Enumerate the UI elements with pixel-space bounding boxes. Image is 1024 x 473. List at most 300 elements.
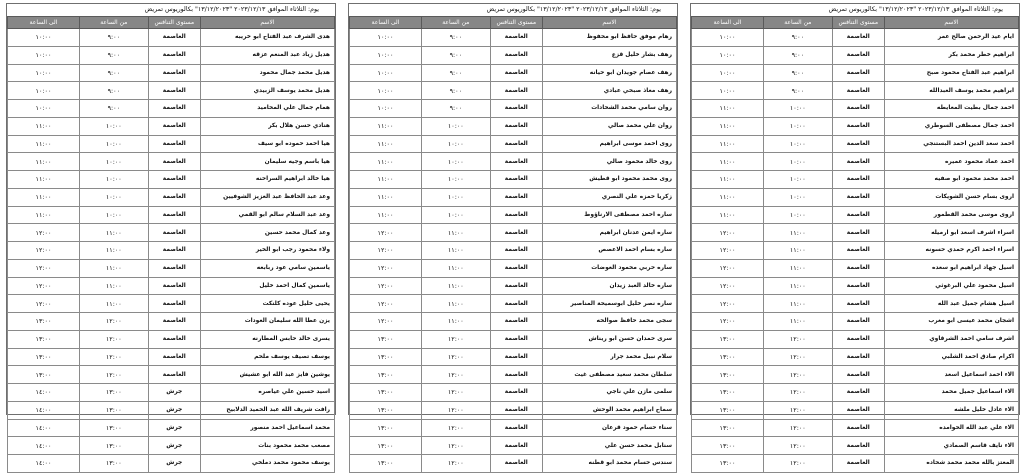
cell-name: سندس حسام محمد ابو قطنه: [542, 455, 676, 473]
cell-name: يوسف محمود محمد دملخي: [200, 455, 334, 473]
cell-name: اسيد حسين علي عياصره: [200, 384, 334, 402]
cell-name: رهف بشار خليل قزع: [542, 46, 676, 64]
cell-to-time: ١٠:٠٠: [8, 29, 80, 47]
cell-to-time: ١٠:٠٠: [350, 46, 422, 64]
cell-level: العاصمة: [490, 242, 542, 260]
cell-to-time: ١٠:٠٠: [350, 82, 422, 100]
cell-to-time: ١٣:٠٠: [8, 313, 80, 331]
table-row: [692, 29, 1019, 47]
table-row: [350, 366, 677, 384]
cell-name: هيا احمد حموده ابو سيف: [200, 135, 334, 153]
cell-name: ساره احمد مصطفى الارناؤوط: [542, 206, 676, 224]
cell-to-time: ١٣:٠٠: [692, 401, 764, 419]
cell-level: العاصمة: [148, 330, 200, 348]
cell-to-time: ١١:٠٠: [8, 153, 80, 171]
column-header-name: الاسم: [200, 17, 334, 29]
cell-level: العاصمة: [148, 277, 200, 295]
cell-level: العاصمة: [832, 242, 884, 260]
table-row: [350, 259, 677, 277]
cell-from-time: ١٠:٠٠: [421, 188, 490, 206]
cell-name: ساره ايمن عدنان ابراهيم: [542, 224, 676, 242]
cell-to-time: ١١:٠٠: [350, 135, 422, 153]
cell-level: العاصمة: [832, 277, 884, 295]
cell-name: الاء اسماعيل جميل محمد: [884, 384, 1018, 402]
cell-level: جرش: [148, 437, 200, 455]
table-row: [8, 348, 335, 366]
cell-from-time: ١٠:٠٠: [79, 206, 148, 224]
cell-to-time: ١١:٠٠: [350, 206, 422, 224]
cell-from-time: ١٢:٠٠: [763, 437, 832, 455]
cell-to-time: ١٢:٠٠: [8, 295, 80, 313]
table-row: [8, 100, 335, 118]
column-header-from: من الساعة: [421, 17, 490, 29]
cell-level: العاصمة: [832, 171, 884, 189]
cell-from-time: ٩:٠٠: [763, 64, 832, 82]
cell-from-time: ١٣:٠٠: [79, 455, 148, 473]
cell-name: هيا باسم وجيه سليمان: [200, 153, 334, 171]
cell-name: ابراهيم عبد الفتاح محمود صبح: [884, 64, 1018, 82]
cell-name: ساره خالد العبد زيدان: [542, 277, 676, 295]
table-row: [8, 171, 335, 189]
cell-name: روى خالد محمود صالي: [542, 153, 676, 171]
cell-from-time: ١٢:٠٠: [421, 366, 490, 384]
table-row: [350, 330, 677, 348]
cell-to-time: ١٣:٠٠: [350, 419, 422, 437]
cell-level: العاصمة: [832, 366, 884, 384]
cell-name: اروى موسى محمد القطمور: [884, 206, 1018, 224]
cell-level: العاصمة: [490, 117, 542, 135]
cell-name: احمد جمال مصطفى السوطري: [884, 117, 1018, 135]
column-header-level: مستوى التنافس: [490, 17, 542, 29]
column-header-level: مستوى التنافس: [832, 17, 884, 29]
cell-from-time: ٩:٠٠: [763, 46, 832, 64]
cell-to-time: ١٠:٠٠: [692, 29, 764, 47]
header-row: [692, 17, 1019, 29]
table-row: [8, 455, 335, 473]
cell-level: العاصمة: [148, 64, 200, 82]
cell-name: اسيل محمود علي البرغوثي: [884, 277, 1018, 295]
cell-level: العاصمة: [490, 295, 542, 313]
cell-from-time: ٩:٠٠: [421, 29, 490, 47]
table-row: [692, 455, 1019, 473]
cell-from-time: ١٠:٠٠: [763, 171, 832, 189]
cell-name: ساره حربي محمود العوضات: [542, 259, 676, 277]
cell-level: العاصمة: [490, 455, 542, 473]
cell-name: يسرى خالد حابس المطارنه: [200, 330, 334, 348]
cell-to-time: ١٢:٠٠: [692, 259, 764, 277]
cell-to-time: ١١:٠٠: [692, 188, 764, 206]
cell-name: الاء نايف قاسم الصمادي: [884, 437, 1018, 455]
cell-to-time: ١٤:٠٠: [8, 455, 80, 473]
column-header-name: الاسم: [884, 17, 1018, 29]
cell-name: ولاء محمود رجب ابو الخير: [200, 242, 334, 260]
cell-to-time: ١٣:٠٠: [350, 366, 422, 384]
cell-from-time: ٩:٠٠: [79, 64, 148, 82]
cell-to-time: ١٣:٠٠: [8, 348, 80, 366]
cell-name: ساره بسام احمد الاعصص: [542, 242, 676, 260]
table-row: [692, 259, 1019, 277]
cell-to-time: ١٠:٠٠: [8, 82, 80, 100]
cell-level: العاصمة: [490, 206, 542, 224]
column-header-name: الاسم: [542, 17, 676, 29]
cell-from-time: ١٢:٠٠: [421, 437, 490, 455]
cell-name: سناء حسام حمود قرعان: [542, 419, 676, 437]
cell-name: احمد سعد الدين احمد البستنجي: [884, 135, 1018, 153]
cell-to-time: ١٢:٠٠: [350, 313, 422, 331]
cell-to-time: ١٣:٠٠: [8, 330, 80, 348]
cell-name: المعتز بالله محمد محمد شحاده: [884, 455, 1018, 473]
cell-from-time: ١١:٠٠: [763, 277, 832, 295]
table-row: [692, 224, 1019, 242]
cell-from-time: ١٠:٠٠: [421, 117, 490, 135]
cell-from-time: ١٢:٠٠: [763, 384, 832, 402]
cell-from-time: ١١:٠٠: [79, 277, 148, 295]
cell-to-time: ١٣:٠٠: [350, 455, 422, 473]
cell-from-time: ٩:٠٠: [421, 100, 490, 118]
cell-level: العاصمة: [490, 224, 542, 242]
table-row: [350, 117, 677, 135]
cell-to-time: ١١:٠٠: [350, 153, 422, 171]
cell-from-time: ١٢:٠٠: [421, 419, 490, 437]
cell-level: العاصمة: [148, 206, 200, 224]
cell-level: العاصمة: [148, 117, 200, 135]
cell-name: رافت شريف الله عبد الحميد الدلابيح: [200, 401, 334, 419]
cell-level: العاصمة: [148, 46, 200, 64]
cell-from-time: ٩:٠٠: [421, 82, 490, 100]
schedule-sheet-2: [348, 3, 678, 468]
cell-to-time: ١٠:٠٠: [692, 82, 764, 100]
cell-to-time: ١٠:٠٠: [350, 64, 422, 82]
table-row: [8, 46, 335, 64]
cell-name: روان علي محمد صالي: [542, 117, 676, 135]
cell-level: العاصمة: [490, 135, 542, 153]
table-row: [350, 242, 677, 260]
table-row: [692, 348, 1019, 366]
cell-name: رهف عصام جويدان ابو حيانه: [542, 64, 676, 82]
cell-level: العاصمة: [148, 224, 200, 242]
cell-name: اسراء اشرف اسعد ابو ارميله: [884, 224, 1018, 242]
cell-from-time: ١١:٠٠: [79, 224, 148, 242]
cell-level: العاصمة: [490, 277, 542, 295]
cell-from-time: ١١:٠٠: [79, 295, 148, 313]
cell-name: وعد كمال محمد حسين: [200, 224, 334, 242]
cell-level: العاصمة: [832, 206, 884, 224]
cell-to-time: ١٢:٠٠: [350, 277, 422, 295]
cell-level: العاصمة: [832, 384, 884, 402]
cell-from-time: ١٢:٠٠: [79, 313, 148, 331]
schedule-sheet-1: [690, 3, 1020, 468]
cell-from-time: ٩:٠٠: [79, 100, 148, 118]
table-row: [692, 384, 1019, 402]
cell-from-time: ١٢:٠٠: [421, 401, 490, 419]
cell-from-time: ١١:٠٠: [763, 224, 832, 242]
table-row: [350, 206, 677, 224]
cell-from-time: ١٠:٠٠: [421, 153, 490, 171]
table-row: [8, 419, 335, 437]
cell-to-time: ١٢:٠٠: [692, 295, 764, 313]
cell-level: العاصمة: [490, 64, 542, 82]
cell-level: العاصمة: [832, 135, 884, 153]
cell-to-time: ١٢:٠٠: [350, 295, 422, 313]
cell-level: العاصمة: [832, 100, 884, 118]
cell-level: العاصمة: [832, 437, 884, 455]
table-row: [8, 313, 335, 331]
cell-from-time: ٩:٠٠: [763, 29, 832, 47]
schedule-table: [349, 16, 677, 473]
cell-from-time: ١٠:٠٠: [763, 153, 832, 171]
cell-from-time: ١٢:٠٠: [79, 366, 148, 384]
cell-level: العاصمة: [148, 366, 200, 384]
cell-name: سلمى مازن علي ناجي: [542, 384, 676, 402]
cell-to-time: ١٢:٠٠: [692, 313, 764, 331]
cell-level: العاصمة: [490, 366, 542, 384]
cell-from-time: ١١:٠٠: [421, 259, 490, 277]
cell-level: جرش: [148, 419, 200, 437]
cell-name: اسيل جهاد ابراهيم ابو سعده: [884, 259, 1018, 277]
cell-from-time: ١٣:٠٠: [79, 419, 148, 437]
cell-from-time: ١٠:٠٠: [763, 188, 832, 206]
sheet-header: يوم: الثلاثاء الموافق ٢٠٢٣/١٢/١٣ "١٣/١٢/٢٠٢٣" بكالوريوس تمريض: [691, 4, 1019, 16]
cell-name: هديل زياد عبد المنعم عزقه: [200, 46, 334, 64]
table-row: [8, 259, 335, 277]
cell-level: العاصمة: [832, 82, 884, 100]
table-row: [350, 82, 677, 100]
table-row: [8, 117, 335, 135]
table-row: [692, 135, 1019, 153]
cell-to-time: ١٤:٠٠: [8, 437, 80, 455]
cell-from-time: ١٢:٠٠: [421, 330, 490, 348]
cell-name: رهام موفق حافظ ابو محفوظ: [542, 29, 676, 47]
cell-from-time: ١٠:٠٠: [763, 117, 832, 135]
cell-name: احمد جمال بطيت المعايطه: [884, 100, 1018, 118]
column-header-to: الى الساعة: [8, 17, 80, 29]
cell-from-time: ١١:٠٠: [421, 224, 490, 242]
cell-to-time: ١٢:٠٠: [350, 242, 422, 260]
cell-to-time: ١١:٠٠: [8, 135, 80, 153]
cell-level: العاصمة: [490, 330, 542, 348]
cell-name: اشرف سامي احمد الشرقاوي: [884, 330, 1018, 348]
table-row: [350, 295, 677, 313]
cell-from-time: ١١:٠٠: [421, 295, 490, 313]
cell-from-time: ٩:٠٠: [79, 46, 148, 64]
table-row: [8, 153, 335, 171]
table-row: [8, 401, 335, 419]
cell-name: وعد عبد السلام سالم ابو القمي: [200, 206, 334, 224]
cell-to-time: ١٣:٠٠: [692, 348, 764, 366]
table-row: [350, 29, 677, 47]
cell-level: العاصمة: [490, 82, 542, 100]
cell-to-time: ١٤:٠٠: [8, 419, 80, 437]
cell-name: الاء عادل خليل ملشه: [884, 401, 1018, 419]
table-row: [692, 277, 1019, 295]
cell-to-time: ١٣:٠٠: [350, 401, 422, 419]
cell-name: سنابل محمد حسن علي: [542, 437, 676, 455]
table-row: [350, 46, 677, 64]
cell-level: العاصمة: [832, 29, 884, 47]
schedule-table: [7, 16, 335, 473]
cell-level: العاصمة: [148, 348, 200, 366]
cell-level: العاصمة: [148, 242, 200, 260]
column-header-level: مستوى التنافس: [148, 17, 200, 29]
cell-name: ابراهيم محمد يوسف العبدالله: [884, 82, 1018, 100]
cell-from-time: ١٠:٠٠: [763, 135, 832, 153]
cell-level: العاصمة: [832, 313, 884, 331]
cell-level: العاصمة: [490, 188, 542, 206]
cell-to-time: ١٢:٠٠: [8, 277, 80, 295]
cell-level: العاصمة: [490, 437, 542, 455]
table-row: [350, 277, 677, 295]
cell-level: العاصمة: [832, 295, 884, 313]
schedule-table: [691, 16, 1019, 473]
cell-name: احمد عماد محمود عميره: [884, 153, 1018, 171]
cell-level: العاصمة: [490, 313, 542, 331]
cell-to-time: ١٢:٠٠: [8, 259, 80, 277]
cell-to-time: ١٣:٠٠: [350, 437, 422, 455]
cell-level: العاصمة: [490, 348, 542, 366]
cell-from-time: ٩:٠٠: [421, 64, 490, 82]
header-row: [8, 17, 335, 29]
cell-from-time: ١٢:٠٠: [763, 401, 832, 419]
cell-name: يحيى خليل عوده كلنكت: [200, 295, 334, 313]
table-row: [692, 401, 1019, 419]
cell-from-time: ١٢:٠٠: [79, 348, 148, 366]
table-row: [350, 313, 677, 331]
cell-name: ياسمين سامي عود ربابعه: [200, 259, 334, 277]
cell-level: العاصمة: [832, 188, 884, 206]
cell-name: هديل محمد يوسف الزبيدي: [200, 82, 334, 100]
sheet-header: يوم: الثلاثاء الموافق ٢٠٢٣/١٢/١٣ "١٣/١٢/٢٠٢٣" بكالوريوس تمريض: [349, 4, 677, 16]
table-row: [350, 401, 677, 419]
table-row: [8, 277, 335, 295]
cell-name: الاء احمد اسماعيل اسعد: [884, 366, 1018, 384]
cell-to-time: ١١:٠٠: [350, 117, 422, 135]
cell-level: العاصمة: [490, 419, 542, 437]
column-header-from: من الساعة: [763, 17, 832, 29]
cell-level: العاصمة: [148, 100, 200, 118]
table-row: [692, 437, 1019, 455]
cell-from-time: ٩:٠٠: [763, 82, 832, 100]
cell-name: ياسمين كمال احمد خليل: [200, 277, 334, 295]
schedule-sheet-3: [6, 3, 336, 468]
cell-to-time: ١٢:٠٠: [692, 277, 764, 295]
table-row: [350, 100, 677, 118]
cell-level: العاصمة: [832, 46, 884, 64]
cell-level: العاصمة: [832, 224, 884, 242]
cell-to-time: ١١:٠٠: [692, 153, 764, 171]
cell-name: سلام نبيل محمد جرار: [542, 348, 676, 366]
cell-level: العاصمة: [148, 313, 200, 331]
column-header-to: الى الساعة: [350, 17, 422, 29]
cell-name: رهف معاذ صبحي عبادي: [542, 82, 676, 100]
cell-level: العاصمة: [490, 171, 542, 189]
cell-to-time: ١١:٠٠: [692, 206, 764, 224]
table-row: [350, 437, 677, 455]
cell-from-time: ١٢:٠٠: [79, 330, 148, 348]
cell-from-time: ١٠:٠٠: [79, 188, 148, 206]
cell-to-time: ١١:٠٠: [692, 135, 764, 153]
cell-from-time: ١٠:٠٠: [421, 135, 490, 153]
cell-from-time: ١٢:٠٠: [421, 348, 490, 366]
cell-level: العاصمة: [832, 259, 884, 277]
cell-to-time: ١١:٠٠: [692, 100, 764, 118]
cell-from-time: ١٢:٠٠: [763, 455, 832, 473]
cell-from-time: ١١:٠٠: [763, 242, 832, 260]
table-row: [692, 330, 1019, 348]
cell-from-time: ١٠:٠٠: [79, 135, 148, 153]
sheet-header: يوم: الثلاثاء الموافق ٢٠٢٣/١٢/١٣ "١٣/١٢/٢٠٢٣" بكالوريوس تمريض: [7, 4, 335, 16]
cell-name: يزن عطا الله سليمان العودات: [200, 313, 334, 331]
cell-name: هدى الشرف عبد الفتاح ابو خريبه: [200, 29, 334, 47]
cell-name: اشجان محمد عيسى ابو مغرب: [884, 313, 1018, 331]
cell-to-time: ١٠:٠٠: [692, 46, 764, 64]
cell-to-time: ١١:٠٠: [8, 188, 80, 206]
table-row: [692, 64, 1019, 82]
cell-from-time: ١٣:٠٠: [79, 437, 148, 455]
cell-name: مصعب محمد محمود بنات: [200, 437, 334, 455]
table-row: [692, 419, 1019, 437]
cell-name: اكرام صادق احمد الشلبي: [884, 348, 1018, 366]
cell-level: العاصمة: [490, 153, 542, 171]
cell-name: همام جمال علي المحاميد: [200, 100, 334, 118]
cell-level: العاصمة: [832, 419, 884, 437]
cell-level: العاصمة: [832, 117, 884, 135]
cell-name: سجى محمد حافظ صوالحه: [542, 313, 676, 331]
cell-name: سماح ابراهيم محمد الوحش: [542, 401, 676, 419]
cell-level: العاصمة: [832, 401, 884, 419]
cell-from-time: ١٢:٠٠: [763, 348, 832, 366]
table-row: [350, 384, 677, 402]
table-row: [8, 224, 335, 242]
cell-to-time: ١٠:٠٠: [8, 46, 80, 64]
cell-from-time: ١٠:٠٠: [79, 171, 148, 189]
cell-level: العاصمة: [148, 82, 200, 100]
cell-to-time: ١٣:٠٠: [8, 366, 80, 384]
table-row: [8, 384, 335, 402]
cell-to-time: ١٣:٠٠: [692, 419, 764, 437]
cell-level: العاصمة: [490, 29, 542, 47]
table-row: [350, 135, 677, 153]
cell-to-time: ١٤:٠٠: [8, 384, 80, 402]
table-row: [692, 46, 1019, 64]
cell-from-time: ١٠:٠٠: [421, 206, 490, 224]
cell-level: العاصمة: [148, 259, 200, 277]
cell-level: العاصمة: [148, 171, 200, 189]
cell-level: العاصمة: [832, 348, 884, 366]
cell-level: العاصمة: [490, 401, 542, 419]
cell-name: روى احمد موسى ابراهيم: [542, 135, 676, 153]
header-row: [350, 17, 677, 29]
table-row: [8, 64, 335, 82]
table-row: [8, 295, 335, 313]
column-header-to: الى الساعة: [692, 17, 764, 29]
cell-to-time: ١٢:٠٠: [8, 224, 80, 242]
cell-level: العاصمة: [832, 153, 884, 171]
cell-from-time: ١٠:٠٠: [421, 171, 490, 189]
cell-from-time: ١١:٠٠: [421, 277, 490, 295]
cell-name: يوشين فايز عبد الله ابو عشيش: [200, 366, 334, 384]
table-row: [8, 29, 335, 47]
cell-to-time: ١١:٠٠: [350, 171, 422, 189]
cell-from-time: ١٠:٠٠: [763, 206, 832, 224]
cell-level: العاصمة: [148, 153, 200, 171]
cell-to-time: ١٣:٠٠: [692, 437, 764, 455]
cell-from-time: ١٢:٠٠: [763, 366, 832, 384]
cell-to-time: ١١:٠٠: [692, 171, 764, 189]
cell-to-time: ١٠:٠٠: [692, 64, 764, 82]
table-row: [692, 117, 1019, 135]
cell-level: جرش: [148, 401, 200, 419]
cell-name: يوسف تصيف يوسف ملحم: [200, 348, 334, 366]
